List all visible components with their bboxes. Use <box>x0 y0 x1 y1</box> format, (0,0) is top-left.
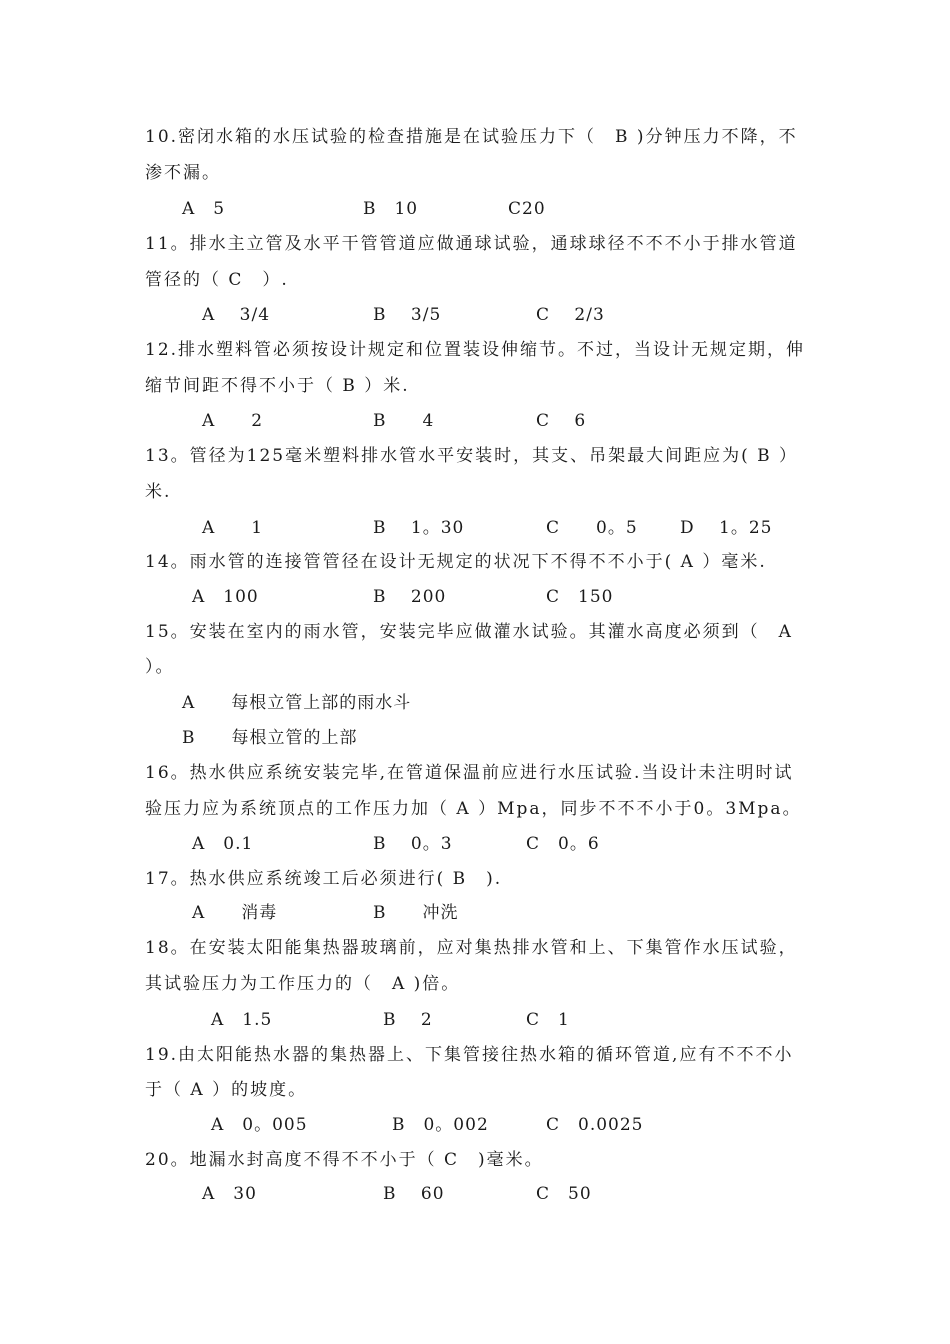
question-12-line-1: 12.排水塑料管必须按设计规定和位置装设伸缩节。不过，当设计无规定期，伸 <box>145 340 806 360</box>
question-13-option-b: B 1。30 <box>373 518 465 538</box>
question-20-line-1: 20。地漏水封高度不得不不小于（ C )毫米。 <box>145 1150 544 1170</box>
question-12-line-2: 缩节间距不得不小于（ B ）米. <box>145 376 410 396</box>
question-12-option-c: C 6 <box>536 411 587 431</box>
question-16-line-1: 16。热水供应系统安装完毕,在管道保温前应进行水压试验.当设计未注明时试 <box>145 763 794 783</box>
question-19-line-1: 19.由太阳能热水器的集热器上、下集管接往热水箱的循环管道,应有不不不小 <box>145 1045 794 1065</box>
question-18-option-c: C 1 <box>526 1010 570 1030</box>
question-18-line-2: 其试验压力为工作压力的（ A )倍。 <box>145 974 461 994</box>
question-10-option-a: A 5 <box>182 199 226 219</box>
question-19-option-a: A 0。005 <box>211 1115 308 1135</box>
question-10-option-b: B 10 <box>363 199 419 219</box>
question-19-option-b: B 0。002 <box>392 1115 489 1135</box>
question-20-option-b: B 60 <box>383 1184 445 1204</box>
question-15-line-1: 15。安装在室内的雨水管，安装完毕应做灌水试验。其灌水高度必须到（ A <box>145 622 793 642</box>
question-20-option-a: A 30 <box>202 1184 257 1204</box>
question-13-option-a: A 1 <box>202 518 264 538</box>
question-15-option-a: A 每根立管上部的雨水斗 <box>182 693 412 713</box>
question-10-line-1: 10.密闭水箱的水压试验的检查措施是在试验压力下（ B )分钟压力不降，不 <box>145 127 798 147</box>
question-15-option-b: B 每根立管的上部 <box>182 728 358 748</box>
question-13-option-c: C 0。5 <box>546 518 638 538</box>
question-15-line-2: ）。 <box>145 657 175 677</box>
question-10-option-c: C20 <box>508 199 546 219</box>
question-14-line-1: 14。雨水管的连接管管径在设计无规定的状况下不得不不小于( A ）毫米. <box>145 552 767 572</box>
question-16-option-a: A 0.1 <box>192 834 254 854</box>
question-19-line-2: 于（ A ）的坡度。 <box>145 1080 308 1100</box>
question-17-line-1: 17。热水供应系统竣工后必须进行( B ). <box>145 869 503 889</box>
question-11-option-b: B 3/5 <box>373 305 442 325</box>
question-10-line-2: 渗不漏。 <box>145 163 221 183</box>
question-13-line-1: 13。管径为125毫米塑料排水管水平安装时，其支、吊架最大间距应为( B ） <box>145 446 799 466</box>
question-19-option-c: C 0.0025 <box>546 1115 644 1135</box>
question-20-option-c: C 50 <box>536 1184 592 1204</box>
question-11-line-2: 管径的（ C ）. <box>145 270 289 290</box>
question-11-line-1: 11。排水主立管及水平干管管道应做通球试验，通球球径不不不小于排水管道 <box>145 234 798 254</box>
question-17-option-b: B 冲洗 <box>373 903 459 923</box>
question-14-option-a: A 100 <box>192 587 259 607</box>
question-18-option-a: A 1.5 <box>211 1010 273 1030</box>
question-17-option-a: A 消毒 <box>192 903 278 923</box>
question-16-option-b: B 0。3 <box>373 834 453 854</box>
question-18-option-b: B 2 <box>383 1010 433 1030</box>
question-14-option-c: C 150 <box>546 587 614 607</box>
question-14-option-b: B 200 <box>373 587 447 607</box>
question-12-option-a: A 2 <box>202 411 264 431</box>
question-13-option-d: D 1。25 <box>680 518 773 538</box>
question-11-option-c: C 2/3 <box>536 305 605 325</box>
question-12-option-b: B 4 <box>373 411 435 431</box>
question-18-line-1: 18。在安装太阳能集热器玻璃前，应对集热排水管和上、下集管作水压试验， <box>145 938 798 958</box>
question-13-line-2: 米. <box>145 482 172 502</box>
question-16-line-2: 验压力应为系统顶点的工作压力加（ A ）Mpa，同步不不不小于0。3Mpa。 <box>145 799 802 819</box>
question-16-option-c: C 0。6 <box>526 834 600 854</box>
question-11-option-a: A 3/4 <box>202 305 271 325</box>
